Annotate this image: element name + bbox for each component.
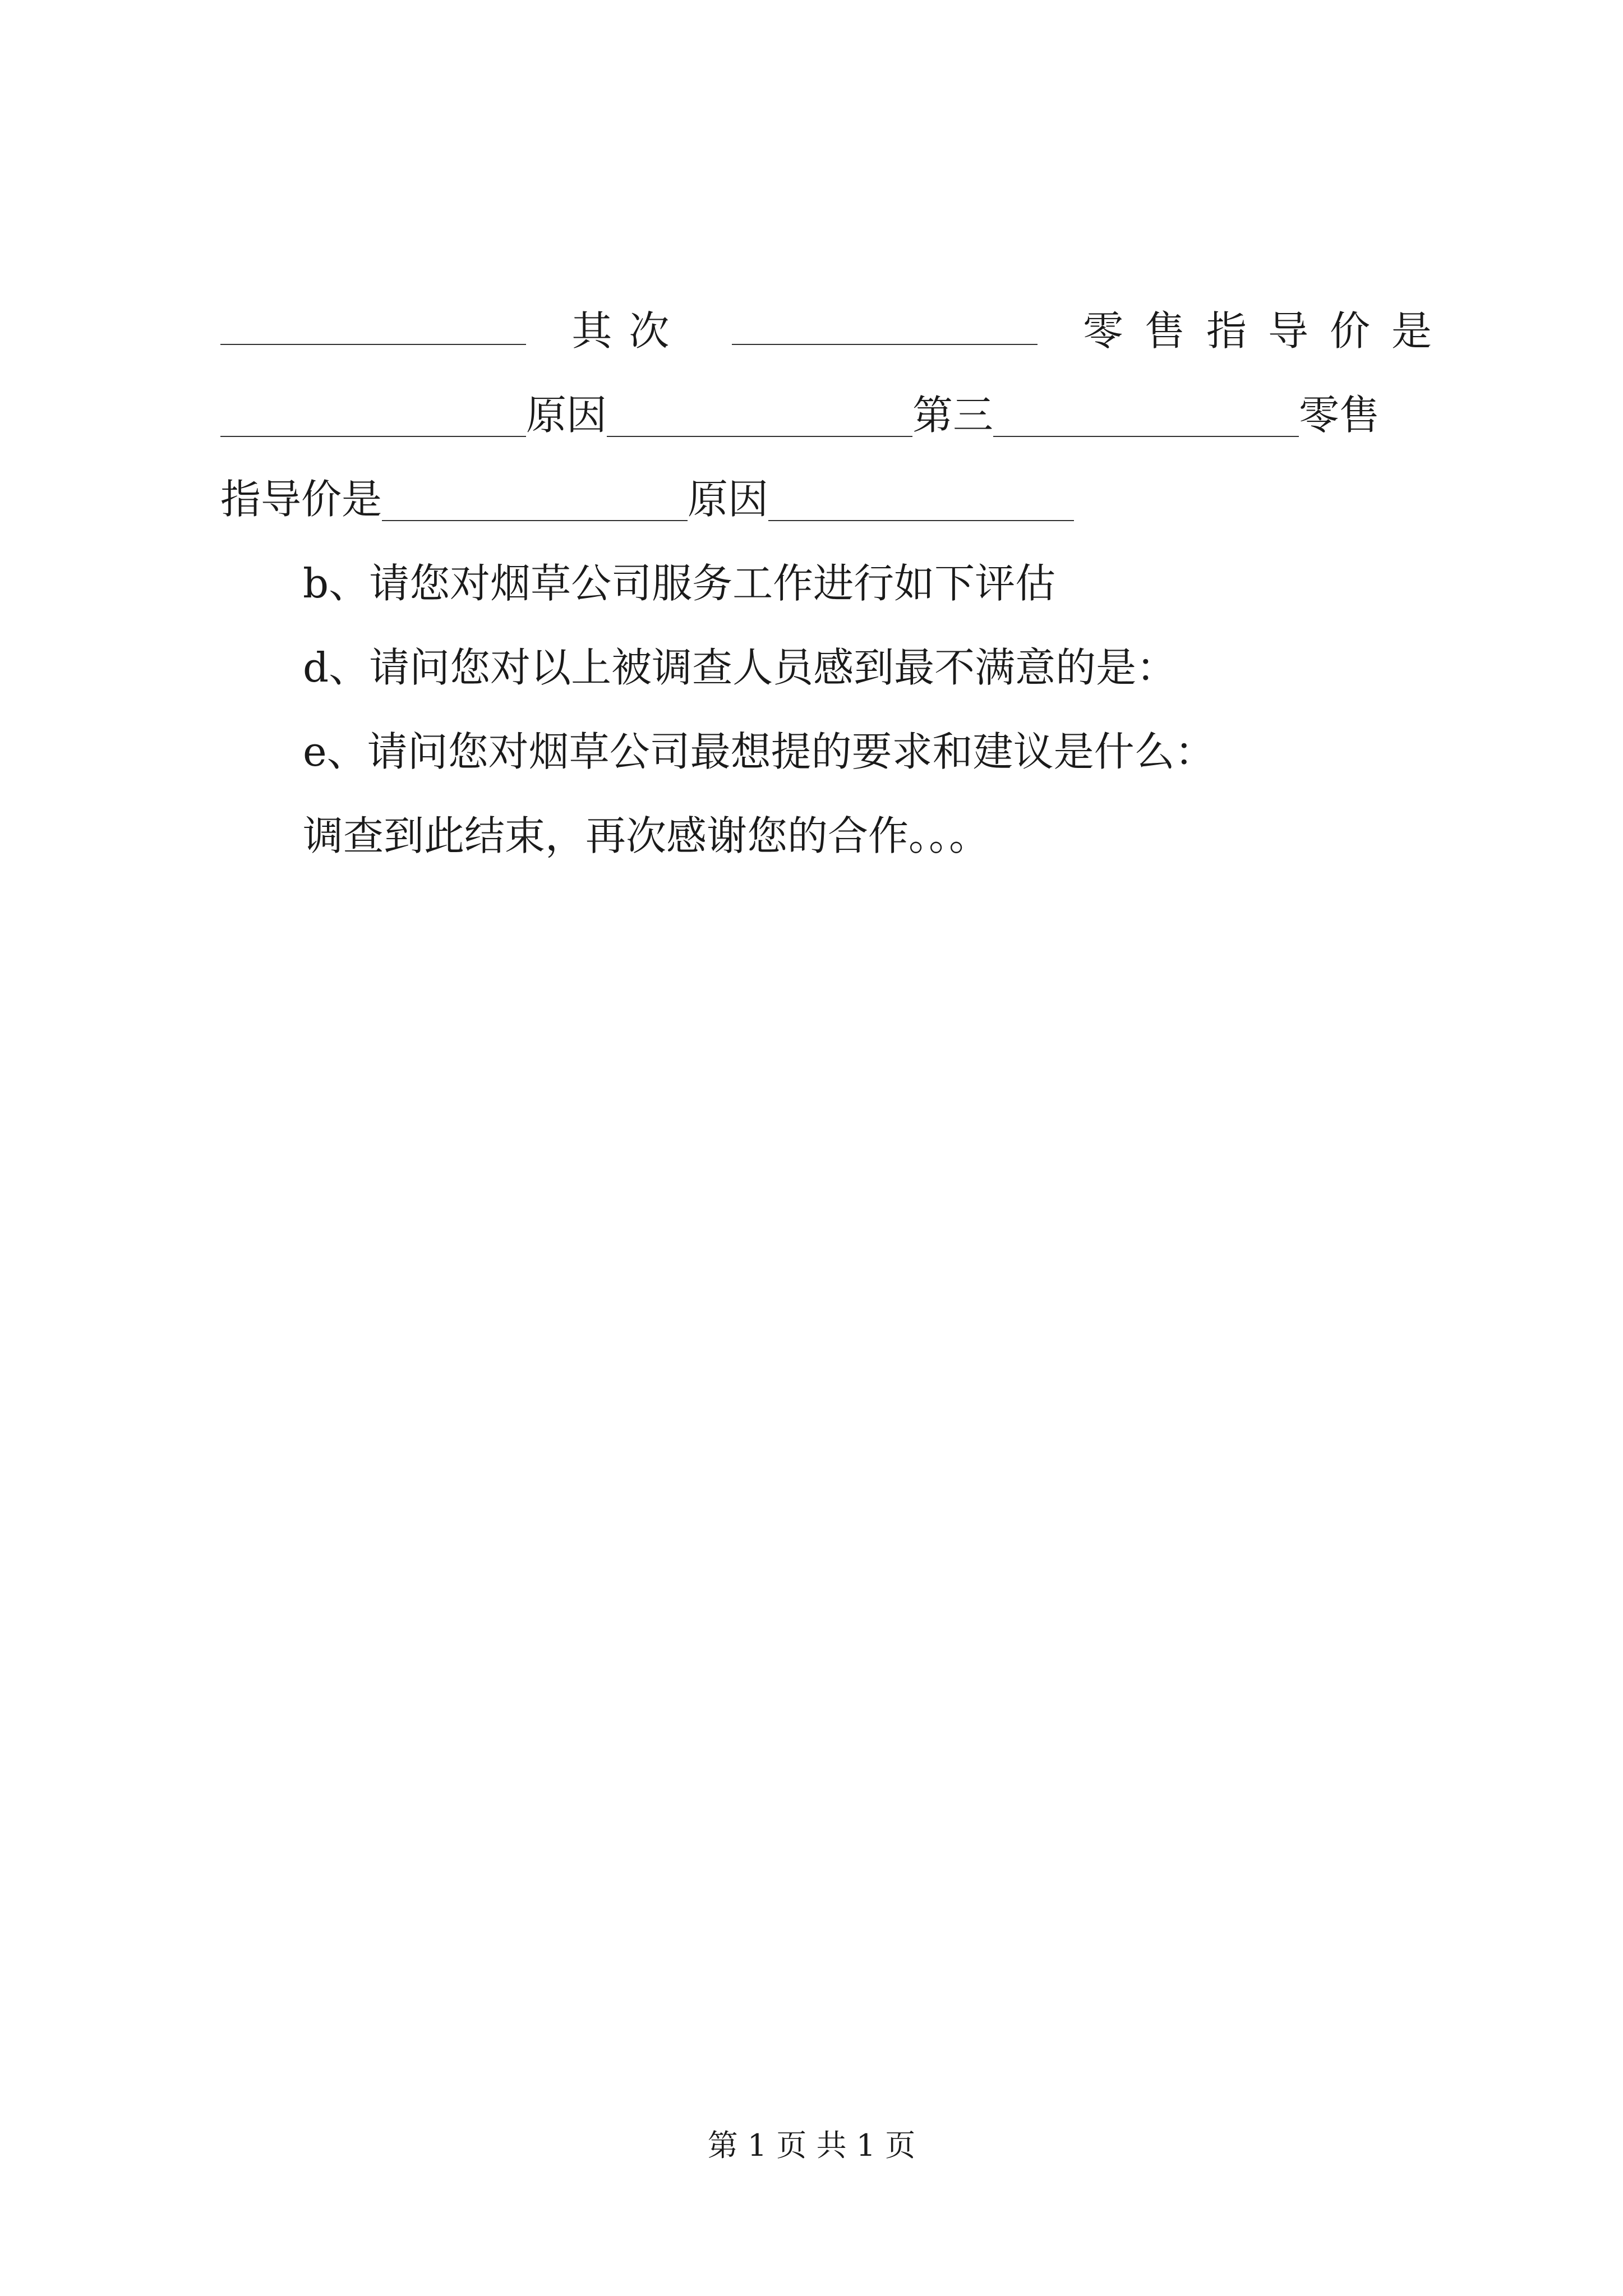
fill-blank[interactable] [607,395,912,437]
fill-blank[interactable] [220,395,526,437]
line-3 [220,471,1432,527]
text-guide-price: 指导价是 [220,476,382,523]
closing-text: 调查到此结束，再次感谢您的合作。。。 [303,812,990,859]
text-reason: 原因 [526,392,607,439]
item-b: b、请您对烟草公司服务工作进行如下评估 [303,560,1056,607]
fill-blank[interactable] [732,303,1038,345]
fill-blank[interactable] [768,480,1074,521]
text-third: 第三 [912,392,994,439]
fill-blank[interactable] [220,303,526,345]
line-1 [220,303,1453,359]
text-retail-price: 零售指导价是 [1082,307,1453,355]
line-2 [220,387,1432,443]
fill-blank[interactable] [993,395,1299,437]
page-footer: 第 1 页 共 1 页 [707,2128,916,2163]
item-d: d、请问您对以上被调查人员感到最不满意的是： [303,644,1177,691]
fill-blank[interactable] [382,480,688,521]
item-e: e、请问您对烟草公司最想提的要求和建议是什么： [303,728,1215,775]
text-reason: 原因 [688,476,769,523]
text-retail: 零售 [1299,392,1380,439]
text-second: 其次 [571,307,686,355]
